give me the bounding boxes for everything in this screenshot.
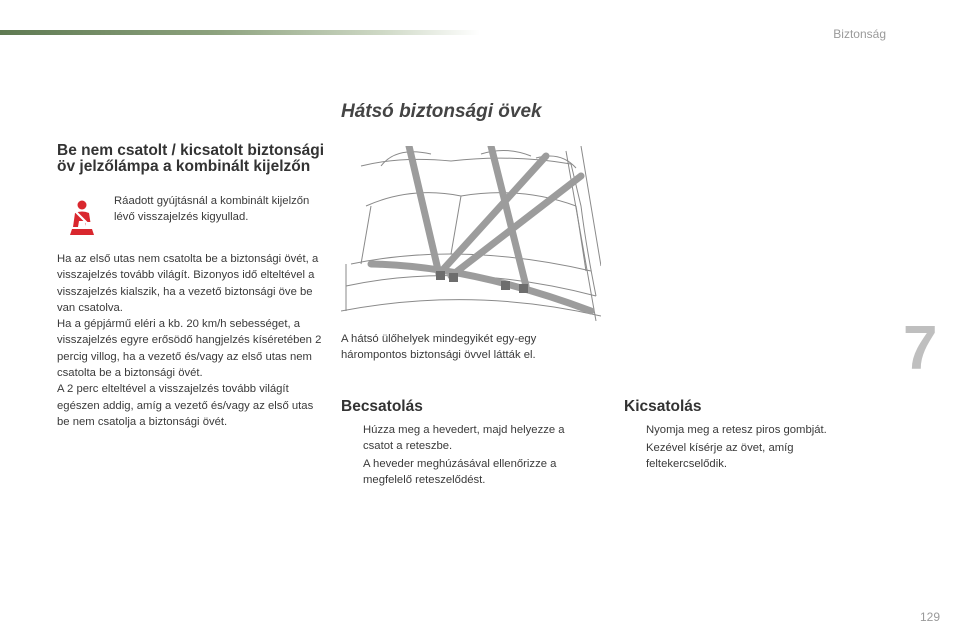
fastening-step-text: A heveder meghúzásával ellenőrizze a megfelelő reteszelődést.	[363, 458, 557, 486]
rear-seat-drawing	[341, 146, 601, 321]
fastening-heading: Becsatolás	[341, 398, 423, 415]
seatbelt-warning-icon	[66, 199, 96, 239]
unfastening-step-text: Kezével kísérje az övet, amíg feltekercselődik.	[646, 442, 794, 470]
unfastening-heading: Kicsatolás	[624, 398, 702, 415]
fastening-step	[341, 422, 596, 454]
rear-seat-belt-illustration	[341, 146, 601, 321]
figure-caption: A hátsó ülőhelyek mindegyikét egy-egy hárompontos biztonsági övvel látták el.	[341, 333, 537, 361]
warning-paragraph-1: Ha az első utas nem csatolta be a biztonsági övét, a visszajelzés tovább világít. Bizonyos idő elteltével a visszajelzés kialszik, ha a vezető biztonsági öve be van csatolva.	[57, 253, 319, 314]
page-title: Hátsó biztonsági övek	[341, 101, 542, 122]
unfastening-steps	[624, 422, 864, 474]
warning-paragraph	[57, 251, 325, 430]
fastening-step-text: Húzza meg a hevedert, majd helyezze a csatot a reteszbe.	[363, 424, 565, 452]
unfastening-step-text: Nyomja meg a retesz piros gombját.	[646, 424, 827, 436]
unfastening-step	[624, 440, 864, 472]
warning-paragraph-2: Ha a gépjármű eléri a kb. 20 km/h sebességet, a visszajelzés egyre erősödő hangjelzés kíséretében 2 percig villog, ha a vezető és/vagy az első utas nem csatolta be a biztonsági övét.	[57, 318, 322, 380]
warning-lamp-heading: Be nem csatolt / kicsatolt biztonsági öv jelzőlámpa a kombinált kijelzőn	[57, 142, 325, 175]
unfastening-step	[624, 422, 864, 438]
warning-lamp-section	[57, 143, 325, 430]
warning-paragraph-3: A 2 perc elteltével a visszajelzés tovább világít egészen addig, amíg a vezető és/vagy az első utas be nem csatolja a biztonsági övét.	[57, 383, 314, 428]
header-accent-bar	[0, 30, 480, 35]
fastening-step	[341, 456, 596, 488]
warning-lamp-description: Ráadott gyújtásnál a kombinált kijelzőn lévő visszajelzés kigyullad.	[114, 195, 310, 223]
chapter-number: 7	[903, 314, 938, 383]
page-number: 129	[919, 610, 940, 624]
fastening-steps	[341, 422, 596, 490]
section-title: Biztonság	[833, 27, 886, 41]
warning-lamp-row	[57, 193, 325, 241]
